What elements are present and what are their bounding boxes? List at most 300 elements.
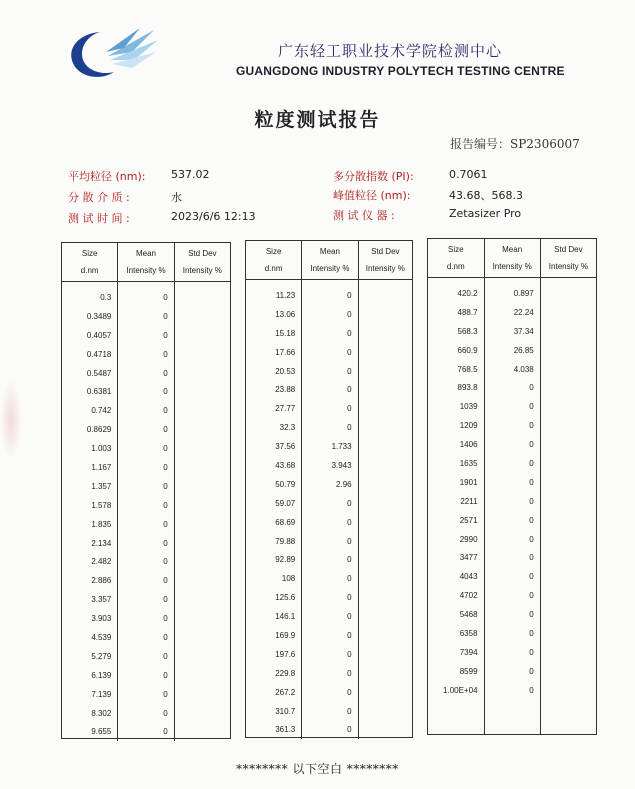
std-dev-cell [540,681,596,700]
instrument-row [333,207,522,223]
table-row [428,605,596,624]
mean-intensity-cell: 0 [118,534,174,553]
std-dev-cell [174,439,230,458]
table-row [246,513,412,532]
table-row [428,341,596,360]
size-cell: 1.835 [62,515,118,534]
std-dev-cell [174,401,230,420]
std-dev-cell [358,720,412,739]
mean-intensity-cell: 0 [484,530,540,549]
size-cell: 32.3 [246,418,302,437]
table-row [62,345,230,364]
mean-intensity-cell: 0 [484,454,540,473]
table-row [428,586,596,605]
table-row [62,647,230,666]
table-row [246,664,412,683]
size-cell: 1635 [428,454,484,473]
size-cell: 2.482 [62,552,118,571]
size-cell: 23.88 [246,380,302,399]
table-row [62,571,230,590]
size-cell: 92.89 [246,550,302,569]
size-cell: 59.07 [246,494,302,513]
table-row [62,420,230,439]
size-cell: 146.1 [246,607,302,626]
mean-column-header [484,239,540,278]
size-cell: 20.53 [246,362,302,381]
std-dev-cell [358,532,412,551]
table-row [62,401,230,420]
std-dev-cell [174,345,230,364]
empty-cell [428,700,484,734]
column-name: Size [447,245,464,254]
std-dev-cell [358,683,412,702]
mean-intensity-cell: 0 [118,382,174,401]
table-header-row [428,239,596,278]
std-dev-cell [174,282,230,307]
table-row [62,458,230,477]
std-dev-cell [358,362,412,381]
table-row [246,380,412,399]
table-filler-row [428,700,596,734]
table-row [246,437,412,456]
std-dev-cell [540,511,596,530]
std-dev-cell [174,496,230,515]
std-dev-cell [358,664,412,683]
size-cell: 1209 [428,416,484,435]
std-dev-column-header [540,239,596,278]
size-cell: 1406 [428,435,484,454]
table-row [246,494,412,513]
column-unit: d.nm [264,264,283,273]
size-cell: 79.88 [246,532,302,551]
size-cell: 2990 [428,530,484,549]
std-dev-cell [358,456,412,475]
empty-cell [540,700,596,734]
table-row [246,343,412,362]
avg-size-label: 平均粒径 (nm): [68,170,146,183]
column-name: Mean [502,245,523,254]
column-unit: Intensity % [365,264,405,273]
size-cell: 1.003 [62,439,118,458]
std-dev-cell [540,473,596,492]
test-time-value: 2023/6/6 12:13 [171,210,256,223]
std-dev-cell [174,382,230,401]
mean-intensity-cell: 0 [302,645,358,664]
std-dev-cell [358,475,412,494]
mean-intensity-cell: 0 [484,586,540,605]
table-row [246,456,412,475]
size-cell: 1.00E+04 [428,681,484,700]
avg-size-value: 537.02 [171,168,210,181]
table-row [246,475,412,494]
table-row [62,307,230,326]
size-cell: 5468 [428,605,484,624]
mean-intensity-cell: 0 [118,401,174,420]
table-row [62,552,230,571]
table-row [246,607,412,626]
pdi-value: 0.7061 [449,168,488,181]
instrument-label: 测 试 仪 器 : [333,209,395,222]
std-dev-cell [540,435,596,454]
size-cell: 5.279 [62,647,118,666]
mean-intensity-cell: 0 [302,362,358,381]
size-cell: 43.68 [246,456,302,475]
table-row [62,685,230,704]
std-dev-cell [358,380,412,399]
mean-intensity-cell: 0 [484,624,540,643]
table-row [246,720,412,739]
column-unit: Intensity % [548,262,588,271]
table-row [246,399,412,418]
size-cell: 0.4057 [62,326,118,345]
mean-intensity-cell: 0 [484,473,540,492]
size-cell: 2.134 [62,534,118,553]
mean-intensity-cell: 1.733 [302,437,358,456]
column-unit: d.nm [80,266,99,275]
std-dev-cell [174,458,230,477]
table-row [428,360,596,379]
institute-logo [62,26,162,82]
mean-intensity-cell: 0 [302,664,358,683]
mean-intensity-cell: 0 [484,416,540,435]
column-name: Size [265,247,282,256]
std-dev-cell [174,364,230,383]
std-dev-cell [540,492,596,511]
size-cell: 568.3 [428,322,484,341]
table-row [428,511,596,530]
size-cell: 0.3489 [62,307,118,326]
table-row [246,305,412,324]
column-unit: d.nm [446,262,465,271]
size-cell: 6358 [428,624,484,643]
table-header-row [62,243,230,282]
mean-intensity-cell: 0 [302,607,358,626]
size-cell: 229.8 [246,664,302,683]
mean-intensity-cell: 0 [484,643,540,662]
table-row [428,681,596,700]
table-row [428,624,596,643]
mean-intensity-cell: 0 [484,378,540,397]
std-dev-cell [174,326,230,345]
mean-intensity-cell: 0 [302,380,358,399]
table-row [246,532,412,551]
size-cell: 125.6 [246,588,302,607]
std-dev-cell [174,685,230,704]
std-dev-cell [540,322,596,341]
table-row [62,609,230,628]
table-row [428,530,596,549]
size-cell: 4.539 [62,628,118,647]
mean-intensity-cell: 0 [118,364,174,383]
table-row [62,722,230,741]
std-dev-cell [540,567,596,586]
std-dev-cell [358,399,412,418]
mean-intensity-cell: 0 [484,681,540,700]
size-cell: 8599 [428,662,484,681]
mean-column-header [118,243,174,282]
size-cell: 1.167 [62,458,118,477]
size-cell: 11.23 [246,280,302,305]
size-cell: 0.742 [62,401,118,420]
column-unit: Intensity % [310,264,350,273]
table-row [246,569,412,588]
data-table-1 [61,242,231,739]
std-dev-cell [174,552,230,571]
size-cell: 13.06 [246,305,302,324]
mean-intensity-cell: 0 [302,683,358,702]
mean-intensity-cell: 0 [118,722,174,741]
mean-intensity-cell: 0 [302,343,358,362]
std-dev-cell [358,588,412,607]
table-row [428,322,596,341]
table-row [62,439,230,458]
size-column-header [246,241,302,280]
std-dev-cell [174,534,230,553]
table-row [246,683,412,702]
table-row [246,588,412,607]
std-dev-cell [540,397,596,416]
mean-intensity-cell: 26.85 [484,341,540,360]
mean-intensity-cell: 0.897 [484,278,540,303]
size-cell: 4702 [428,586,484,605]
size-cell: 1.357 [62,477,118,496]
mean-intensity-cell: 0 [484,548,540,567]
table-row [428,397,596,416]
mean-intensity-cell: 0 [118,345,174,364]
std-dev-cell [174,307,230,326]
std-dev-column-header [174,243,230,282]
std-dev-cell [358,702,412,721]
std-dev-cell [174,666,230,685]
size-cell: 1039 [428,397,484,416]
std-dev-cell [174,609,230,628]
std-dev-cell [174,477,230,496]
peak-size-row [333,187,523,203]
table-row [246,324,412,343]
size-cell: 50.79 [246,475,302,494]
std-dev-cell [540,378,596,397]
mean-intensity-cell: 0 [302,324,358,343]
table-row [428,416,596,435]
size-cell: 420.2 [428,278,484,303]
table-row [428,435,596,454]
table-row [246,626,412,645]
std-dev-cell [358,626,412,645]
size-cell: 6.139 [62,666,118,685]
mean-intensity-cell: 37.34 [484,322,540,341]
table-row [62,282,230,307]
mean-intensity-cell: 0 [118,477,174,496]
data-table-2 [245,240,413,738]
table-row [62,534,230,553]
column-name: Std Dev [554,245,583,254]
mean-intensity-cell: 0 [302,626,358,645]
mean-intensity-cell: 0 [302,494,358,513]
table-row [428,548,596,567]
std-dev-cell [358,569,412,588]
size-cell: 0.6381 [62,382,118,401]
pdi-row [333,168,488,184]
medium-row [68,189,182,205]
size-cell: 37.56 [246,437,302,456]
measurement-table [62,243,230,741]
std-dev-cell [174,704,230,723]
mean-intensity-cell: 0 [118,704,174,723]
test-time-row [68,210,256,226]
size-cell: 0.3 [62,282,118,307]
medium-label: 分 散 介 质 : [68,191,130,204]
mean-intensity-cell: 0 [302,305,358,324]
table-row [62,364,230,383]
mean-intensity-cell: 0 [118,420,174,439]
mean-intensity-cell: 0 [302,569,358,588]
table-row [428,278,596,303]
mean-intensity-cell: 2.96 [302,475,358,494]
mean-intensity-cell: 22.24 [484,303,540,322]
document-title: 粒度测试报告 [254,109,381,131]
std-dev-cell [540,278,596,303]
mean-intensity-cell: 0 [302,720,358,739]
std-dev-cell [358,280,412,305]
table-row [428,303,596,322]
mean-intensity-cell: 4.038 [484,360,540,379]
column-name: Mean [319,247,340,256]
size-cell: 361.3 [246,720,302,739]
std-dev-cell [358,343,412,362]
table-row [246,418,412,437]
std-dev-cell [174,590,230,609]
mean-intensity-cell: 0 [118,647,174,666]
table-row [428,473,596,492]
table-row [62,477,230,496]
table-row [428,662,596,681]
mean-intensity-cell: 0 [484,435,540,454]
table-row [428,643,596,662]
std-dev-cell [358,305,412,324]
mean-intensity-cell: 0 [302,550,358,569]
mean-intensity-cell: 0 [484,605,540,624]
size-cell: 660.9 [428,341,484,360]
peak-size-value: 43.68、568.3 [449,189,523,202]
std-dev-cell [358,513,412,532]
table-row [428,454,596,473]
std-dev-cell [174,722,230,741]
size-cell: 15.18 [246,324,302,343]
std-dev-cell [540,360,596,379]
table-row [62,382,230,401]
report-number: 报告编号：SP2306007 [450,137,580,151]
std-dev-cell [540,548,596,567]
mean-intensity-cell: 0 [118,458,174,477]
column-name: Std Dev [188,249,217,258]
std-dev-cell [358,645,412,664]
empty-cell [484,700,540,734]
std-dev-cell [540,643,596,662]
size-cell: 68.69 [246,513,302,532]
std-dev-cell [174,647,230,666]
mean-intensity-cell: 0 [302,588,358,607]
std-dev-cell [540,530,596,549]
table-row [62,628,230,647]
column-unit: Intensity % [492,262,532,271]
size-cell: 0.5487 [62,364,118,383]
mean-intensity-cell: 0 [118,609,174,628]
mean-intensity-cell: 0 [302,399,358,418]
table-row [428,378,596,397]
size-cell: 1901 [428,473,484,492]
std-dev-cell [358,437,412,456]
table-row [62,496,230,515]
std-dev-cell [540,586,596,605]
mean-intensity-cell: 0 [484,662,540,681]
mean-intensity-cell: 0 [302,418,358,437]
mean-intensity-cell: 0 [118,282,174,307]
std-dev-cell [540,624,596,643]
size-cell: 17.66 [246,343,302,362]
size-cell: 893.8 [428,378,484,397]
mean-intensity-cell: 0 [302,532,358,551]
size-cell: 3.903 [62,609,118,628]
std-dev-cell [174,420,230,439]
size-cell: 8.302 [62,704,118,723]
size-cell: 1.578 [62,496,118,515]
size-cell: 310.7 [246,702,302,721]
org-name-en: GUANGDONG INDUSTRY POLYTECH TESTING CENTRE [236,64,565,78]
medium-value: 水 [171,191,182,204]
size-column-header [428,239,484,278]
size-cell: 488.7 [428,303,484,322]
table-row [246,362,412,381]
mean-column-header [302,241,358,280]
mean-intensity-cell: 0 [484,397,540,416]
table-row [246,702,412,721]
size-cell: 169.9 [246,626,302,645]
std-dev-cell [358,494,412,513]
pdi-label: 多分散指数 (PI): [333,170,414,183]
column-name: Std Dev [371,247,400,256]
table-row [62,704,230,723]
measurement-table [246,241,412,739]
measurement-table [428,239,596,734]
mean-intensity-cell: 0 [118,590,174,609]
mean-intensity-cell: 0 [118,326,174,345]
size-cell: 108 [246,569,302,588]
size-cell: 197.6 [246,645,302,664]
size-cell: 2571 [428,511,484,530]
mean-intensity-cell: 0 [118,307,174,326]
size-cell: 267.2 [246,683,302,702]
std-dev-cell [358,550,412,569]
table-row [246,280,412,305]
mean-intensity-cell: 0 [118,439,174,458]
column-name: Mean [135,249,156,258]
size-cell: 9.655 [62,722,118,741]
mean-intensity-cell: 0 [118,571,174,590]
size-column-header [62,243,118,282]
stamp-mark [0,380,22,460]
std-dev-column-header [358,241,412,280]
column-unit: Intensity % [182,266,222,275]
std-dev-cell [540,416,596,435]
mean-intensity-cell: 0 [118,685,174,704]
mean-intensity-cell: 0 [302,513,358,532]
table-row [428,567,596,586]
std-dev-cell [174,571,230,590]
table-header-row [246,241,412,280]
column-unit: Intensity % [126,266,166,275]
table-row [62,666,230,685]
mean-intensity-cell: 0 [118,496,174,515]
